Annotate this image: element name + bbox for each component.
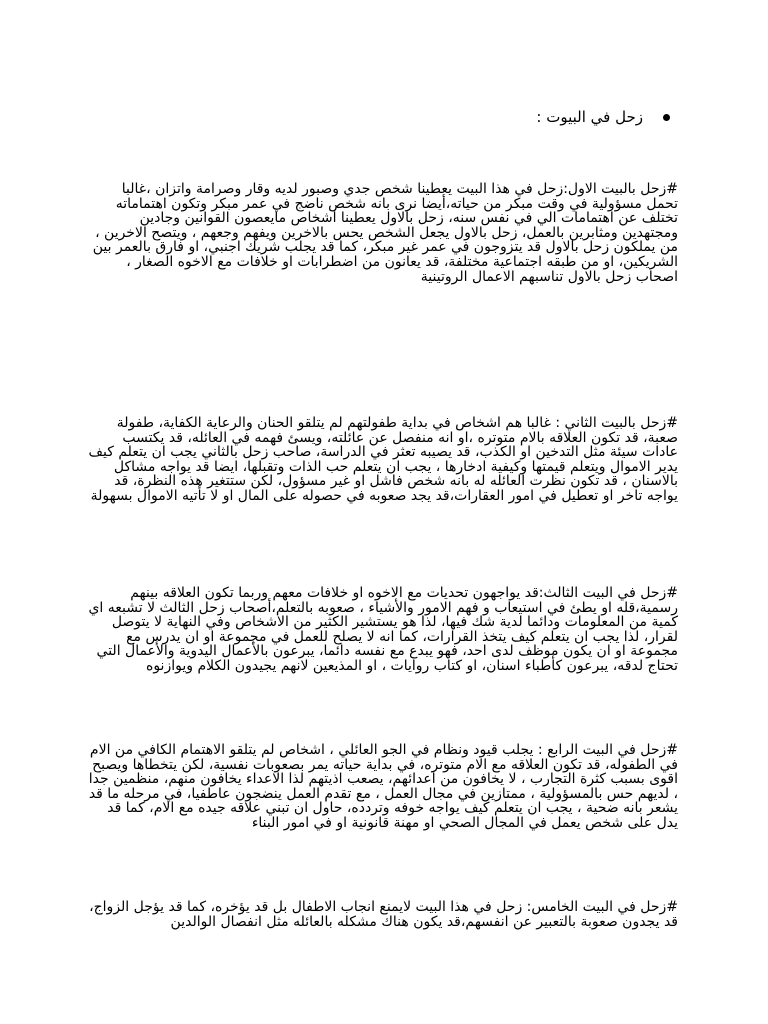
bullet-icon (663, 114, 670, 121)
paragraph-house-3: #زحل في البيت الثالث:قد يواجهون تحديات مع الاخوه او خلافات معهم وربما تكون العلاقه بينهم رسمية،قله او يطئ في استيعاب و فهم الامور والأشياء ، صعوبه بالتعلم،أصحاب زحل الثالث لا تشبعه اي كمية من المعلومات ودائما لدية شك فيها، لذا هو يستشير الكثير من الاشخاص وفي النهاية لا يتوصل لقرار، لذا يجب ان يتعلم كيف يتخذ القرارات، كما انه لا يصلح للعمل في مجموعة او ان يدرس مع مجموعة او ان يكون موظف لدى احد، فهو يبدع مع نفسه دائما، يبرعون بالأعمال اليدوية والأعمال التي تحتاج لدقه، يبرعون كأطباء اسنان، او كتاب روايات ، او المذيعين لانهم يجيدون الكلام ويوازنوه (88, 585, 678, 674)
bullet-heading (536, 108, 670, 126)
paragraph-house-4: #زحل في البيت الرابع : يجلب قيود ونظام في الجو العائلي ، اشخاص لم يتلقو الاهتمام الكافي من الام في الطفوله، قد تكون العلاقه مع الام متوتره، في بداية حياته يمر بصعوبات نفسية، لكن يتخطاها ويصبح اقوى بسبب كثرة التجارب ، لا يخافون من اعدائهم، يصعب اذيتهم لذا الاعداء يخافون منهم، منظمين جدا ، لديهم حس بالمسؤولية ، ممتازين في مجال العمل ، مع تقدم العمل ينضجون عاطفيا، في مرحله ما قد يشعر بانه ضحية ، يجب ان يتعلم كيف يواجه خوفه وتردده، حاول ان تبني علاقه جيده مع الام، كما قد يدل على شخص يعمل في المجال الصحي او مهنة قانونية او في امور البناء (88, 742, 678, 831)
paragraph-house-2: #زحل بالبيت الثاني : غالبا هم اشخاص في بداية طفولتهم لم يتلقو الحنان والرعاية الكفاية، طفولة صعبة، قد تكون العلاقه بالام متوتره ،او انه منفصل عن عائلته، ويسئ فهمه في العائله، قد يكتسب عادات سيئة مثل التدخين او الكذب، قد يصيبه تعثر في الدراسة، صاحب زحل بالثاني يجب ان يتعلم كيف يدير الاموال ويتعلم قيمتها وكيفية ادخارها ، يجب ان يتعلم حب الذات وتقبلها، ايضا قد يواجه مشاكل بالاسنان ، قد تكون نظرت العائله له بانه شخص فاشل او غير مسؤول، لكن ستتغير هذه النظرة، قد يواجه تاخر او تعطيل في امور العقارات،قد يجد صعوبه في حصوله على المال او لا تأتيه الاموال بسهولة (88, 415, 678, 504)
paragraph-house-5: #زحل في البيت الخامس: زحل في هذا البيت لايمنع انجاب الاطفال بل قد يؤخره، كما قد يؤجل الزواج، قد يجدون صعوبة بالتعبير عن انفسهم،قد يكون هناك مشكله بالعائله مثل انفصال الوالدين (89, 899, 678, 930)
paragraph-house-1: #زحل بالبيت الاول:زحل في هذا البيت يعطينا شخص جدي وصبور لديه وقار وصرامة واتزان ،غالبا تحمل مسؤولية في وقت مبكر من حياته،أيضا نرى بانه شخص ناضج في عمر مبكر وتكون اهتماماته تختلف عن اهتمامات الي في نفس سنه، زحل بالاول يعطينا اشخاص مايعصون القوانين وجادين ومجتهدين ومثابرين بالعمل، زحل بالاول يجعل الشخص يحس بالاخرين ويفهم وجعهم ، ويتصح الاخرين ، من يملكون زحل بالاول قد يتزوجون في عمر غير مبكر، كما قد يجلب شريك اجنبي، او فارق بالعمر بين الشريكين، او من طبقه اجتماعية مختلفة، قد يعانون من اضطرابات او خلافات مع الاخوه الصغار ، اصحاب زحل بالاول تناسبهم الاعمال الروتينية (92, 181, 678, 285)
heading-text: زحل في البيوت : (536, 108, 643, 126)
